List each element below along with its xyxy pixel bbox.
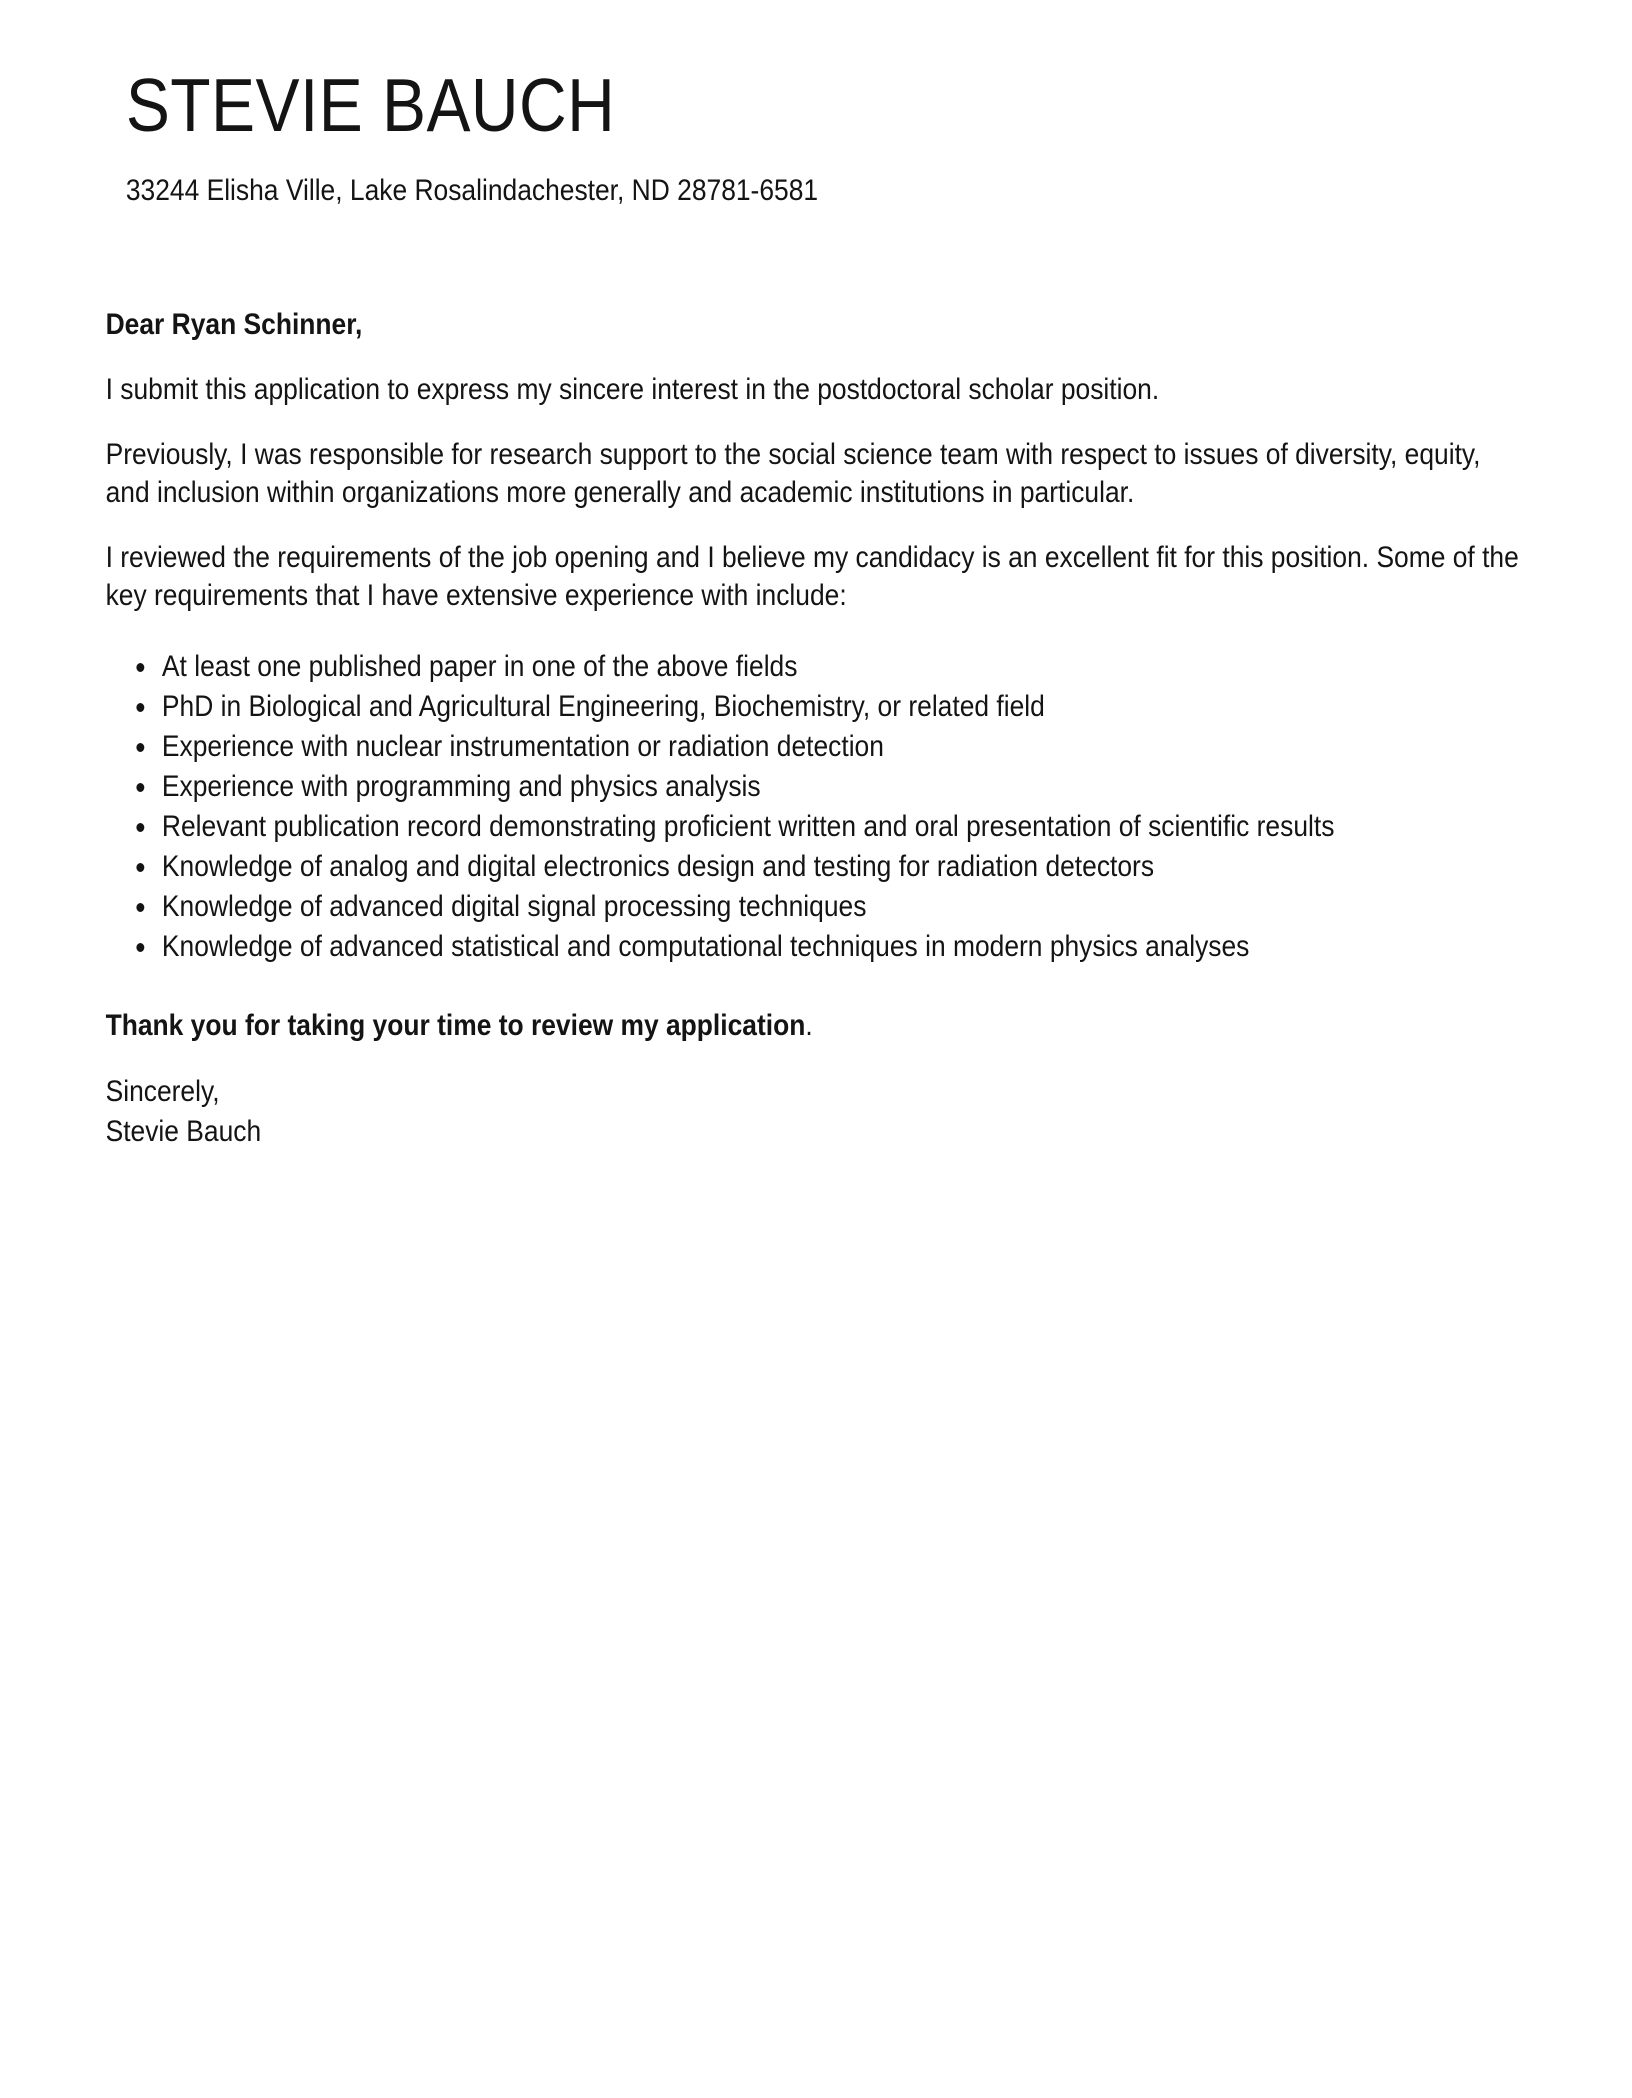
- paragraph: I submit this application to express my sincere interest in the postdoctoral scholar position.: [105, 373, 1160, 406]
- paragraph: Previously, I was responsible for research support to the social science team with respect to issues of diversity, equity, and inclusion within organizations more generally and academic institutions in particular.: [105, 438, 1481, 509]
- applicant-name: STEVIE BAUCH: [125, 63, 616, 147]
- salutation: Dear Ryan Schinner,: [105, 308, 363, 341]
- signature-name: Stevie Bauch: [105, 1115, 262, 1148]
- requirement-item: • Knowledge of advanced digital signal processing techniques: [158, 887, 1527, 927]
- requirement-item: • At least one published paper in one of the above fields: [158, 647, 1527, 687]
- thank-you-bold-text: Thank you for taking your time to review my application: [105, 1009, 806, 1042]
- requirement-item: • Experience with programming and physics analysis: [158, 767, 1527, 807]
- closing-valediction: Sincerely,: [105, 1075, 220, 1108]
- requirement-item: • Knowledge of advanced statistical and computational techniques in modern physics analyses: [158, 927, 1527, 967]
- requirement-item: • Experience with nuclear instrumentation or radiation detection: [158, 727, 1527, 767]
- thank-you-suffix: .: [805, 1009, 813, 1042]
- requirement-item: • Relevant publication record demonstrating proficient written and oral presentation of scientific results: [158, 807, 1527, 847]
- applicant-address: 33244 Elisha Ville, Lake Rosalindachester, ND 28781-6581: [125, 174, 819, 207]
- requirement-item: • Knowledge of analog and digital electronics design and testing for radiation detectors: [158, 847, 1527, 887]
- paragraph: I reviewed the requirements of the job opening and I believe my candidacy is an excellent fit for this position. Some of the key requirements that I have extensive experience with include:: [105, 541, 1519, 612]
- letter-body: [106, 371, 1527, 615]
- requirements-list: [106, 647, 1527, 967]
- signoff-block: [106, 1072, 1527, 1152]
- requirement-item: • PhD in Biological and Agricultural Engineering, Biochemistry, or related field: [158, 687, 1527, 727]
- thank-you-line: [106, 1007, 1527, 1045]
- letter-header: [106, 63, 1527, 210]
